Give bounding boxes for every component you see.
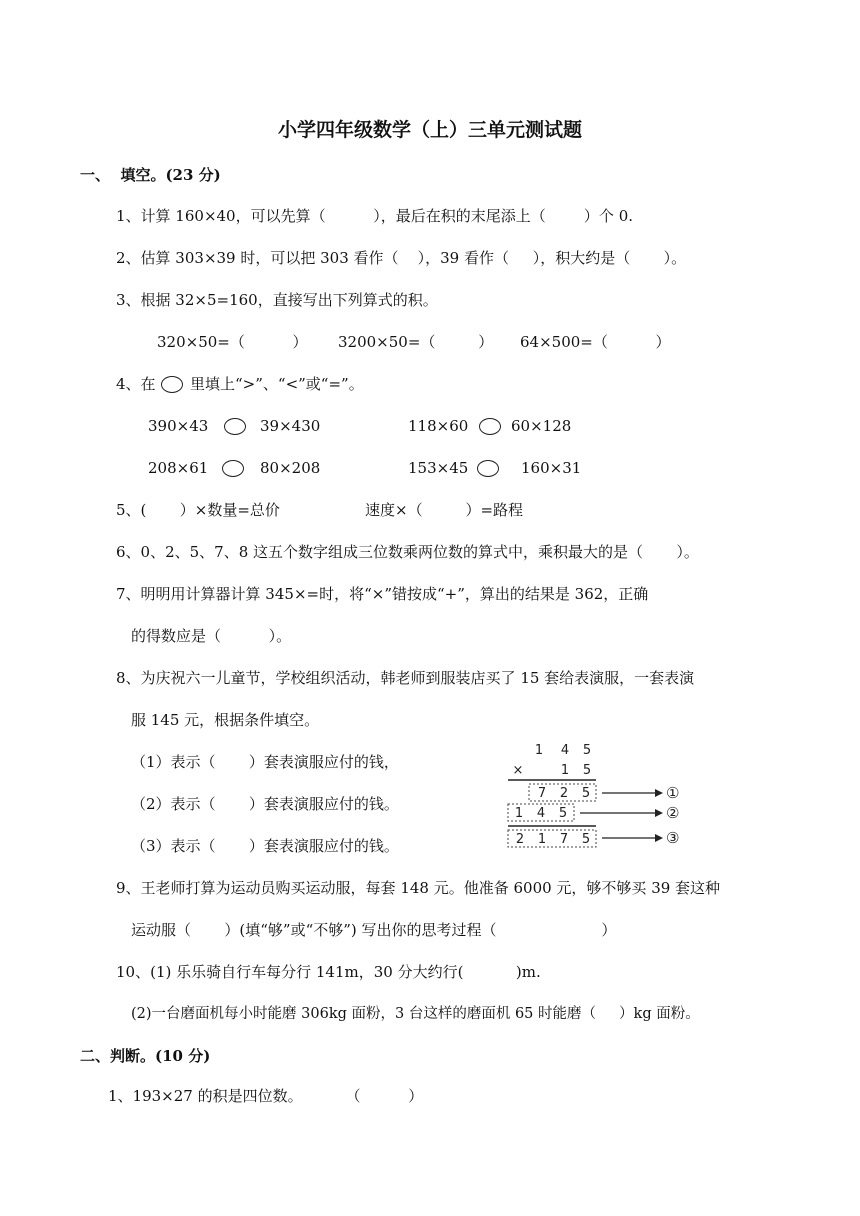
page-title: 小学四年级数学（上）三单元测试题 [277, 119, 582, 141]
circled-mark-3: ③ [666, 829, 680, 847]
question-7-line-1: 7、明明用计算器计算 345×=时，将“×”错按成“+”，算出的结果是 362，正确 [116, 585, 649, 603]
calc-digit: 2 [559, 786, 569, 801]
question-10-2: (2)一台磨面机每小时能磨 306kg 面粉，3 台这样的磨面机 65 时能磨（ ）kg 面粉。 [131, 1006, 700, 1022]
compare-circle-icon [161, 376, 183, 393]
calc-digit: 5 [582, 763, 592, 778]
q8-sub-2: （2）表示（ ）套表演服应付的钱。 [131, 795, 399, 813]
answer-circle-1[interactable] [224, 418, 246, 435]
q3-item-2: 3200×50=（ ） [338, 333, 494, 351]
calc-digit: 4 [560, 743, 570, 758]
question-6: 6、0、2、5、7、8 这五个数字组成三位数乘两位数的算式中，乘积最大的是（ ）。 [116, 543, 699, 561]
calc-digit: 4 [536, 806, 546, 821]
calc-digit: 2 [515, 832, 525, 847]
times-sign: × [512, 763, 524, 778]
arrow-head-3 [655, 834, 663, 842]
question-3: 3、根据 32×5=160，直接写出下列算式的积。 [116, 291, 438, 309]
calc-digit: 5 [581, 832, 591, 847]
calc-digit: 5 [581, 786, 591, 801]
question-1: 1、计算 160×40，可以先算（ ），最后在积的末尾添上（ ）个 0. [116, 207, 634, 225]
question-5-a: 5、( ）×数量=总价 [116, 501, 280, 519]
answer-circle-2[interactable] [479, 418, 501, 435]
arrow-head-2 [655, 809, 663, 817]
section-1-heading: 一、 填空。(23 分) [80, 166, 221, 184]
answer-circle-3[interactable] [222, 460, 244, 477]
q4-right-2: 60×128 [511, 417, 572, 435]
calc-digit: 1 [534, 743, 544, 758]
q4-right-4: 160×31 [521, 459, 582, 477]
question-9-line-1: 9、王老师打算为运动员购买运动服，每套 148 元。他准备 6000 元，够不够买 39 套这种 [116, 879, 721, 897]
circled-mark-1: ① [666, 784, 680, 802]
question-4-prefix: 4、在 [116, 375, 156, 393]
calc-digit: 1 [560, 763, 570, 778]
question-8-line-2: 服 145 元，根据条件填空。 [131, 711, 320, 729]
question-9-line-2: 运动服（ ）(填“够”或“不够”) 写出你的思考过程（ ） [131, 921, 617, 939]
q4-left-1: 390×43 [148, 417, 209, 435]
question-7-line-2: 的得数应是（ ）。 [131, 627, 292, 645]
calc-digit: 1 [514, 806, 524, 821]
circled-mark-2: ② [666, 804, 680, 822]
multiplication-diagram [498, 738, 698, 853]
calc-digit: 7 [559, 832, 569, 847]
q3-item-1: 320×50=（ ） [157, 333, 308, 351]
calc-digit: 5 [558, 806, 568, 821]
q4-right-3: 80×208 [260, 459, 321, 477]
q4-left-4: 153×45 [408, 459, 469, 477]
q4-right-1: 39×430 [260, 417, 321, 435]
calc-digit: 7 [537, 786, 547, 801]
question-5-b: 速度×（ ）=路程 [365, 501, 524, 519]
question-2: 2、估算 303×39 时，可以把 303 看作（ ），39 看作（ ），积大约是（ ）。 [116, 249, 687, 267]
question-10-1: 10、(1) 乐乐骑自行车每分行 141m，30 分大约行( )m. [116, 963, 541, 981]
section-2-heading: 二、判断。(10 分) [80, 1047, 211, 1065]
judge-question-1: 1、193×27 的积是四位数。 （ ） [108, 1087, 424, 1105]
q8-sub-3: （3）表示（ ）套表演服应付的钱。 [131, 837, 399, 855]
q4-left-2: 118×60 [408, 417, 469, 435]
q8-sub-1: （1）表示（ ）套表演服应付的钱， [131, 753, 399, 771]
arrow-head-1 [655, 789, 663, 797]
question-4-suffix: 里填上“>”、“<”或“=”。 [190, 375, 364, 393]
calc-digit: 5 [582, 743, 592, 758]
answer-circle-4[interactable] [477, 460, 499, 477]
q4-left-3: 208×61 [148, 459, 209, 477]
question-8-line-1: 8、为庆祝六一儿童节，学校组织活动，韩老师到服装店买了 15 套给表演服，一套表演 [116, 669, 695, 687]
q3-item-3: 64×500=（ ） [520, 333, 671, 351]
calc-digit: 1 [537, 832, 547, 847]
